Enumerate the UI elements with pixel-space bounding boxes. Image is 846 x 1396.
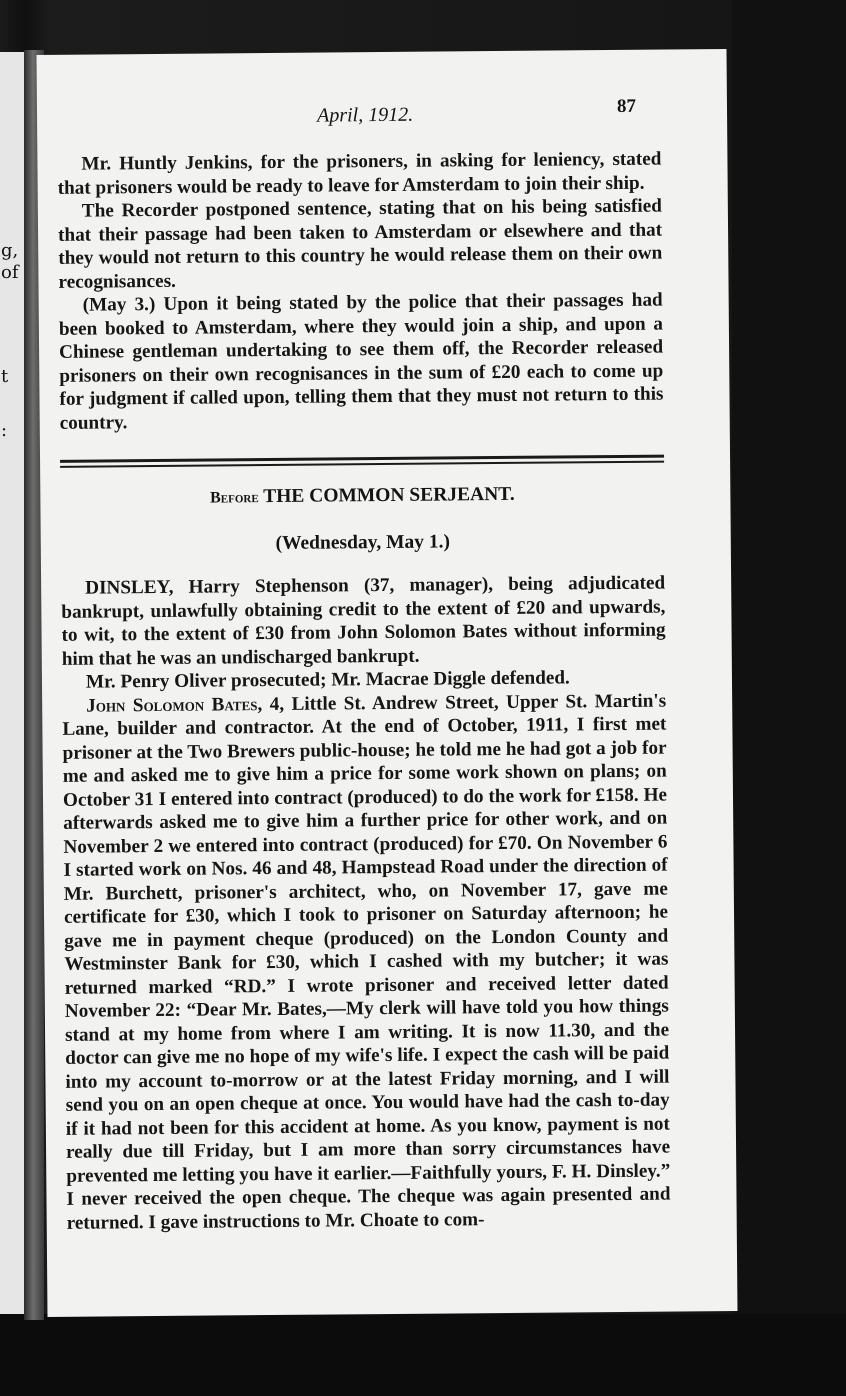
book-page xyxy=(37,49,738,1317)
margin-fragment: : xyxy=(1,420,8,441)
page-header xyxy=(37,95,727,137)
paragraph: Mr. Huntly Jenkins, for the prisoners, in asking for leniency, stated that prisoners would be ready to leave for Amsterdam to join their ship. xyxy=(57,148,662,199)
section-recorder-text xyxy=(57,148,663,435)
section-common-serjeant-text xyxy=(61,572,671,1235)
section-date: (Wednesday, May 1.) xyxy=(275,531,451,554)
scan-bottom-edge xyxy=(0,1314,846,1396)
paragraph: (May 3.) Upon it being stated by the police that their passages had been booked to Amsterdam, where they would join a ship, and upon a Chinese gentleman undertaking to see them off, the Recorder released prisoners on their own recognisances in the sum of £20 each to come up for judgment if called upon, telling them that they must not return to this country. xyxy=(58,289,664,434)
charge-paragraph: DINSLEY, Harry Stephenson (37, manager), being adjudicated bankrupt, unlawfully obtaining credit to the extent of £20 and upwards, to wit, to the extent of £30 from John Solomon Bates without informing him that he was an undischarged bankrupt. xyxy=(61,572,666,670)
section-heading xyxy=(60,483,664,510)
witness-paragraph xyxy=(62,689,671,1235)
adjacent-page-edge xyxy=(0,52,24,1314)
page-number: 87 xyxy=(616,95,637,117)
margin-fragment: t xyxy=(1,366,9,387)
paragraph: The Recorder postponed sentence, stating that on his being satisfied that their passage had been taken to Amsterdam or elsewhere and that they would not return to this country he would release them on their own recognisances. xyxy=(57,195,663,293)
witness-testimony: , 4, Little St. Andrew Street, Upper St. Martin's Lane, builder and contractor. At the end of October, 1911, I first met prisoner at the Two Brewers public-house; he told me he had got a job for me and asked me to give him a price for some work shown on plans; on October 31 I entered into contract (produced) to do the work for £158. He afterwards asked me to give him a further price for other work, and on November 2 we entered into contract (produced) for £70. On November 6 I started work on Nos. 46 and 48, Hampstead Road under the direction of Mr. Burchett, prisoner's architect, who, on November 17, gave me certificate for £30, which I took to prisoner on Saturday afternoon; he gave me in payment cheque (produced) on the London County and Westminster Bank for £30, which I cashed with my butcher; it was returned marked “RD.” I wrote prisoner and received letter dated November 22: “Dear Mr. Bates,—My clerk will have told you how things stand at my home from where I am writing. It is now 11.30, and the doctor can give me no hope of my wife's life. I expect the cash will be paid into my account to-morrow or at the latest Friday morning, and I will send you on an open cheque at once. You would have had the cash to-day if it had not been for this accident at home. As you know, payment is not really due till Friday, but I am more than sorry circumstances have prevented me letting you have it earlier.—Faithfully yours, F. H. Dinsley.” I never received the open cheque. The cheque was again presented and returned. I gave instructions to Mr. Choate to com- xyxy=(62,690,671,1234)
margin-fragment: g, xyxy=(1,240,19,261)
counsel-paragraph: Mr. Penry Oliver prosecuted; Mr. Macrae Diggle defended. xyxy=(85,667,570,693)
heading-prefix: Before xyxy=(209,489,259,507)
margin-fragment: of xyxy=(1,262,19,283)
scan-right-edge xyxy=(732,0,846,1396)
heading-title: THE COMMON SERJEANT. xyxy=(263,483,515,508)
header-date: April, 1912. xyxy=(316,103,414,127)
witness-name: John Solomon Bates xyxy=(86,693,258,717)
